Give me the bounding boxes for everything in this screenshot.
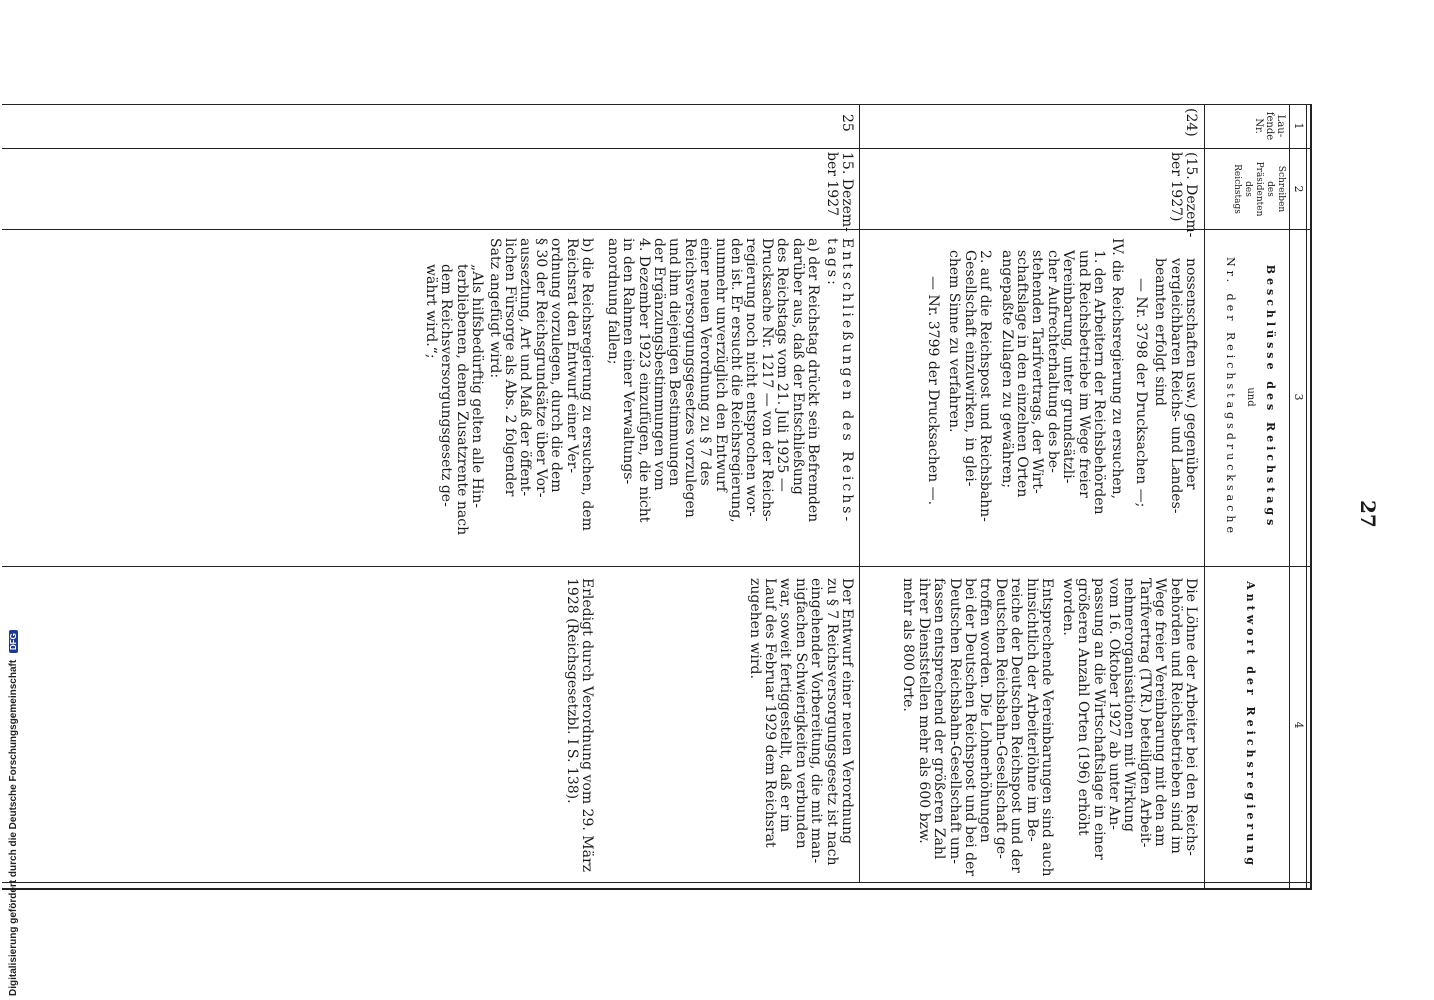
header-beschluesse: Beschlüsse des Reichstags: [1264, 264, 1277, 530]
row24-answer-1: Die Löhne der Arbeiter bei den Reichs- behörden und Reichsbetrieben sind im Wege freier Vereinbarung mit den am Tarifvertrag (TVR.) beteiligten Arbeit- nehmerorganisationen mit Wirkung vom 16. Oktober 1927 ab unter An- passung an die Wirtschaftslage in einer größeren Anzahl Orten (196) erhöht worden.: [1059, 578, 1199, 860]
row24-resolution-iv-1: 1. den Arbeitern der Reichsbehörden und Reichsbetriebe im Wege freier Vereinbarung, unter grundsätzli- cher Aufrechterhaltung des be- stehenden Tarifvertrags, der Wirt- schaftslage in den einzelnen Orten angepaßte Zulagen zu gewähren;: [998, 250, 1107, 515]
column-divider-4-end: [2, 566, 1312, 567]
row24-resolution-iv-2: 2. auf die Reichspost und Reichsbahn- Gesellschaft einzuwirken, in glei- chem Sinne zu verfahren.: [946, 250, 993, 522]
row25-answer-1: Der Entwurf einer neuen Verordnung zu § 7 Reichsversorgungsgesetz ist nach eingehender Vorbereitung, die mit man- nigfachen Schwierigkeiten verbunden war, soweit fertiggestellt, daß er im Lauf des Februar 1929 dem Reichsrat zugehen wird.: [746, 578, 855, 866]
header-antwort: Antwort der Reichsregierung: [1244, 581, 1257, 869]
column-number-4: 4: [1292, 721, 1305, 729]
page-number: 27: [1356, 500, 1380, 528]
header-drucksache: Nr. der Reichstagsdrucksache: [1224, 256, 1237, 537]
table-top-rule: [1310, 105, 1312, 890]
row24-answer-2: Entsprechende Vereinbarungen sind auch hinsichtlich der Arbeiterlöhne im Be- reiche der Deutschen Reichspost und der Deutschen Reichsbahn-Gesellschaft ge- troffen worden. Die Lohnerhöhungen bei der Deutschen Reichspost und bei der Deutschen Reichsbahn-Gesellschaft um- fassen entsprechend der größeren Zahl ihrer Dienststellen mehr als 600 bzw. mehr als 800 Orte.: [900, 578, 1055, 877]
header-schreiben: Schreiben des Präsidenten des Reichstags: [1232, 161, 1286, 217]
row-divider: [859, 105, 860, 882]
table-top-rule-inner: [1306, 105, 1307, 890]
column-divider-3-4: [2, 229, 1312, 230]
header-und: und: [1245, 387, 1256, 407]
row25-heading: Entschließungen des Reichs- tags:: [823, 238, 855, 525]
column-divider-1-2: [2, 104, 1312, 105]
column-number-rule: [1289, 105, 1290, 890]
dfg-logo: DFG: [9, 630, 18, 653]
footer-text: Digitalisierung gefördert durch die Deutsche Forschungsgemeinschaft: [8, 659, 19, 996]
row24-resolution-iv-ref: — Nr. 3799 der Drucksachen —.: [925, 276, 941, 506]
row25-item-b: b) die Reichsregierung zu ersuchen, dem Reichsrat den Entwurf einer Ver- ordnung vorzulegen, durch die dem § 30 der Reichsgrundsätze über Vor- ausseztung, Art und Maß der öffent- lichen Fürsorge als Abs. 2 folgender Satz angefügt wird:: [486, 238, 595, 531]
table-right-rule-inner: [2, 882, 1312, 883]
row24-date: (15. Dezem- ber 1927): [1167, 152, 1199, 238]
header-bottom-rule: [1204, 105, 1205, 890]
column-number-1: 1: [1292, 122, 1305, 130]
row25-item-a: a) der Reichstag drückt sein Befremden darüber aus, daß der Entschließung des Reichstags vom 21. Juli 1925 — Drucksache Nr. 1217 — von der Reichs- regierung noch nicht entsprochen wor- den ist. Er ersucht die Reichsregierung, nunmehr unverzüglich den Entwurf einer neuen Verordnung zu § 7 des Reichsversorgungsgesetzes vorzulegen und ihm diejenigen Bestimmungen der Ergänzungsbestimmungen vom 4. Dezember 1923 einzufügen, die nicht in den Rahmen einer Verwaltungs- anordnung fallen;: [604, 238, 821, 523]
table-right-rule: [2, 888, 1312, 890]
column-divider-2-3: [2, 148, 1312, 149]
header-laufende-nr: Lau- fende Nr.: [1253, 111, 1286, 141]
row25-item-b-quote: „Als hilfsbedürftig gelten alle Hin- terbliebenen, denen Zusatzrente nach dem Reichsversorgungsgesetz ge- währt wird.“;: [422, 264, 485, 536]
row24-number: (24): [1183, 108, 1199, 137]
row24-resolution-a: nossenschaften usw.) gegenüber vergleichbaren Reichs- und Landes- beamten erfolgt sind: [1152, 258, 1199, 514]
row25-number: 25: [839, 114, 855, 132]
row25-date: 15. Dezem- ber 1927: [823, 152, 855, 232]
row24-resolution-iv: IV. die Reichsregierung zu ersuchen,: [1109, 238, 1125, 500]
column-number-3: 3: [1292, 393, 1305, 401]
row25-answer-2: Erledigt durch Verordnung vom 29. März 1928 (Reichsgesetzbl. I S. 138).: [563, 578, 595, 873]
column-number-2: 2: [1292, 185, 1305, 193]
dfg-footer: [8, 0, 19, 996]
row24-resolution-a-ref: — Nr. 3798 der Drucksachen —;: [1133, 278, 1149, 508]
